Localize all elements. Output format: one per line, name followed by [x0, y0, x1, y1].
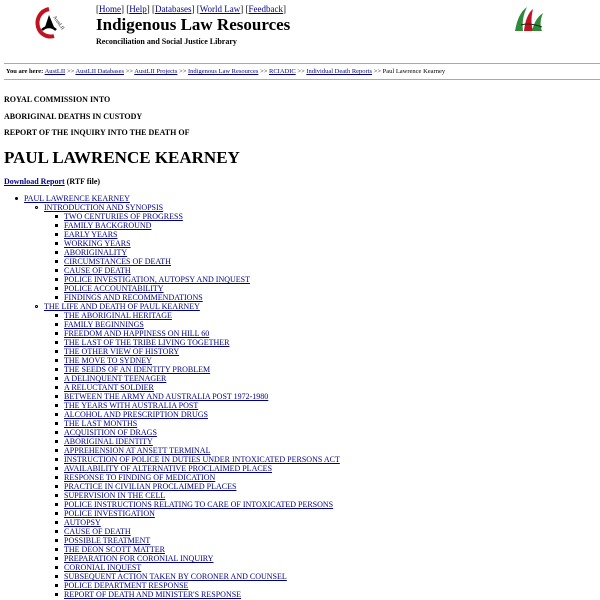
- download-format-label: (RTF file): [66, 177, 101, 186]
- breadcrumb-rciadic-link[interactable]: RCIADIC: [269, 68, 296, 75]
- toc-subsection-item: [44, 410, 340, 419]
- toc-subsection-item: [44, 401, 340, 410]
- toc-subsection-item: [44, 455, 340, 464]
- toc-subsection-link[interactable]: FREEDOM AND HAPPINESS ON HILL 60: [64, 329, 210, 338]
- toc-subsection-link[interactable]: AVAILABILITY OF ALTERNATIVE PROCLAIMED PLACES: [64, 464, 273, 473]
- toc-subsection-item: [44, 464, 340, 473]
- toc-subsection-link[interactable]: THE ABORIGINAL HERITAGE: [64, 311, 172, 320]
- toc-subsection-item: [44, 572, 340, 581]
- breadcrumb-current: Paul Lawrence Kearney: [382, 68, 446, 75]
- nav-help-link[interactable]: Help: [129, 4, 147, 14]
- breadcrumb-prefix: You are here:: [6, 68, 44, 75]
- toc-subsection-item: [44, 356, 340, 365]
- nav-world-law-link[interactable]: World Law: [199, 4, 241, 14]
- download-report-link[interactable]: Download Report: [4, 177, 65, 186]
- toc-section-link[interactable]: INTRODUCTION AND SYNOPSIS: [44, 203, 164, 212]
- toc-subsection-link[interactable]: POLICE INVESTIGATION: [64, 509, 155, 518]
- toc-subsection-link[interactable]: EARLY YEARS: [64, 230, 118, 239]
- toc-subsection-item: [44, 239, 340, 248]
- toc-subsection-link[interactable]: BETWEEN THE ARMY AND AUSTRALIA POST 1972-1980: [64, 392, 269, 401]
- page-title: PAUL LAWRENCE KEARNEY: [4, 148, 240, 167]
- toc-subsection-item: [44, 554, 340, 563]
- breadcrumb-separator: >>: [260, 68, 268, 75]
- toc-subsection-link[interactable]: APPREHENSION AT ANSETT TERMINAL: [64, 446, 211, 455]
- toc-subsection-link[interactable]: PRACTICE IN CIVILIAN PROCLAIMED PLACES: [64, 482, 237, 491]
- toc-root-item: [0, 194, 340, 599]
- toc-subsection-item: [44, 473, 340, 482]
- toc-subsection-link[interactable]: A DELINQUENT TEENAGER: [64, 374, 167, 383]
- austlii-logo-icon[interactable]: [33, 6, 65, 40]
- toc-subsection-link[interactable]: POLICE INSTRUCTIONS RELATING TO CARE OF INTOXICATED PERSONS: [64, 500, 334, 509]
- toc-subsection-link[interactable]: AUTOPSY: [64, 518, 101, 527]
- toc-section-item: [24, 203, 340, 302]
- toc-subsection-item: [44, 545, 340, 554]
- logo-lettering: AustLII: [51, 15, 65, 32]
- indigenous-flag-icon: [512, 5, 546, 35]
- toc-subsection-link[interactable]: CIRCUMSTANCES OF DEATH: [64, 257, 171, 266]
- breadcrumb-death-reports-link[interactable]: Individual Death Reports: [306, 68, 373, 75]
- toc-subsection-link[interactable]: THE DEON SCOTT MATTER: [64, 545, 165, 554]
- site-header: [0, 0, 600, 64]
- toc-subsection-item: [44, 518, 340, 527]
- toc-subsection-link[interactable]: ABORIGINAL IDENTITY: [64, 437, 153, 446]
- toc-subsection-link[interactable]: WORKING YEARS: [64, 239, 131, 248]
- toc-subsection-item: [44, 590, 340, 599]
- nav-databases-link[interactable]: Databases: [155, 4, 192, 14]
- toc-subsection-link[interactable]: THE OTHER VIEW OF HISTORY: [64, 347, 180, 356]
- toc-subsection-link[interactable]: FAMILY BEGINNINGS: [64, 320, 144, 329]
- toc-subsection-link[interactable]: INSTRUCTION OF POLICE IN DUTIES UNDER INTOXICATED PERSONS ACT: [64, 455, 340, 464]
- toc-subsection-link[interactable]: POLICE ACCOUNTABILITY: [64, 284, 164, 293]
- toc-subsection-item: [44, 293, 340, 302]
- toc-subsection-item: [44, 248, 340, 257]
- toc-subsection-link[interactable]: CAUSE OF DEATH: [64, 266, 131, 275]
- toc-subsection-item: [44, 311, 340, 320]
- toc-subsection-item: [44, 563, 340, 572]
- toc-subsection-link[interactable]: FAMILY BACKGROUND: [64, 221, 152, 230]
- toc-subsection-link[interactable]: SUBSEQUENT ACTION TAKEN BY CORONER AND COUNSEL: [64, 572, 287, 581]
- breadcrumb-databases-link[interactable]: AustLII Databases: [75, 68, 124, 75]
- toc-subsection-item: [44, 275, 340, 284]
- toc-subsection-link[interactable]: SUPERVISION IN THE CELL: [64, 491, 166, 500]
- toc-subsection-link[interactable]: THE MOVE TO SYDNEY: [64, 356, 152, 365]
- download-section: [4, 177, 100, 186]
- breadcrumb-separator: >>: [125, 68, 133, 75]
- toc-subsection-link[interactable]: THE LAST OF THE TRIBE LIVING TOGETHER: [64, 338, 230, 347]
- commission-heading-line1: ROYAL COMMISSION INTO: [4, 95, 111, 104]
- toc-subsection-item: [44, 257, 340, 266]
- toc-subsection-link[interactable]: THE YEARS WITH AUSTRALIA POST: [64, 401, 199, 410]
- toc-subsection-link[interactable]: CAUSE OF DEATH: [64, 527, 131, 536]
- toc-subsection-item: [44, 347, 340, 356]
- toc-subsection-link[interactable]: RESPONSE TO FINDING OF MEDICATION: [64, 473, 216, 482]
- toc-subsection-item: [44, 482, 340, 491]
- toc-subsection-item: [44, 338, 340, 347]
- toc-subsection-link[interactable]: FINDINGS AND RECOMMENDATIONS: [64, 293, 203, 302]
- toc-subsection-item: [44, 320, 340, 329]
- toc-subsection-list: [44, 311, 340, 599]
- toc-subsection-list: [44, 212, 340, 302]
- toc-subsection-item: [44, 500, 340, 509]
- toc-subsection-link[interactable]: ALCOHOL AND PRESCRIPTION DRUGS: [64, 410, 208, 419]
- toc-section-link[interactable]: THE LIFE AND DEATH OF PAUL KEARNEY: [44, 302, 200, 311]
- nav-feedback-link[interactable]: Feedback: [248, 4, 283, 14]
- header-divider: [4, 63, 600, 64]
- toc-subsection-item: [44, 428, 340, 437]
- breadcrumb-austlii-link[interactable]: AustLII: [44, 68, 66, 75]
- toc-subsection-item: [44, 365, 340, 374]
- toc-subsection-link[interactable]: THE SEEDS OF AN IDENTITY PROBLEM: [64, 365, 211, 374]
- top-navigation: [Home] [Help] [Databases] [World Law] [Feedback]: [96, 4, 286, 14]
- toc-subsection-item: [44, 284, 340, 293]
- toc-subsection-item: [44, 437, 340, 446]
- toc-subsection-item: [44, 581, 340, 590]
- breadcrumb-projects-link[interactable]: AustLII Projects: [134, 68, 178, 75]
- toc-subsection-item: [44, 329, 340, 338]
- nav-home-link[interactable]: Home: [99, 4, 121, 14]
- breadcrumb-separator: >>: [373, 68, 382, 75]
- toc-subsection-item: [44, 266, 340, 275]
- toc-subsection-item: [44, 509, 340, 518]
- toc-subsection-link[interactable]: A RELUCTANT SOLDIER: [64, 383, 154, 392]
- toc-subsection-item: [44, 491, 340, 500]
- toc-subsection-link[interactable]: TWO CENTURIES OF PROGRESS: [64, 212, 183, 221]
- toc-subsection-link[interactable]: POLICE DEPARTMENT RESPONSE: [64, 581, 189, 590]
- toc-subsection-item: [44, 374, 340, 383]
- toc-subsection-link[interactable]: CORONIAL INQUEST: [64, 563, 142, 572]
- toc-subsection-item: [44, 527, 340, 536]
- commission-heading-line3: REPORT OF THE INQUIRY INTO THE DEATH OF: [4, 128, 190, 137]
- toc-root-list: [0, 194, 340, 599]
- breadcrumb-separator: >>: [66, 68, 75, 75]
- toc-subsection-item: [44, 221, 340, 230]
- commission-heading-line2: ABORIGINAL DEATHS IN CUSTODY: [4, 112, 143, 121]
- toc-subsection-link[interactable]: POLICE INVESTIGATION, AUTOPSY AND INQUEST: [64, 275, 250, 284]
- toc-root-link[interactable]: PAUL LAWRENCE KEARNEY: [24, 194, 130, 203]
- toc-subsection-link[interactable]: ACQUISITION OF DRAGS: [64, 428, 157, 437]
- breadcrumb-separator: >>: [297, 68, 305, 75]
- breadcrumb-separator: >>: [179, 68, 187, 75]
- toc-section-item: [24, 302, 340, 599]
- toc-sections-list: [24, 203, 340, 599]
- toc-subsection-item: [44, 536, 340, 545]
- toc-subsection-item: [44, 446, 340, 455]
- toc-subsection-link[interactable]: REPORT OF DEATH AND MINISTER'S RESPONSE: [64, 590, 242, 599]
- breadcrumb-divider: [4, 79, 600, 80]
- site-title: Indigenous Law Resources: [96, 15, 291, 34]
- breadcrumb: [6, 68, 445, 75]
- toc-subsection-item: [44, 419, 340, 428]
- table-of-contents: [0, 194, 340, 599]
- toc-subsection-item: [44, 212, 340, 221]
- toc-subsection-link[interactable]: PREPARATION FOR CORONIAL INQUIRY: [64, 554, 214, 563]
- breadcrumb-indigenous-law-link[interactable]: Indigenous Law Resources: [188, 68, 259, 75]
- toc-subsection-link[interactable]: ABORIGINALITY: [64, 248, 128, 257]
- toc-subsection-item: [44, 383, 340, 392]
- toc-subsection-link[interactable]: POSSIBLE TREATMENT: [64, 536, 151, 545]
- site-subtitle: Reconciliation and Social Justice Library: [96, 37, 237, 46]
- toc-subsection-item: [44, 392, 340, 401]
- toc-subsection-item: [44, 230, 340, 239]
- toc-subsection-link[interactable]: THE LAST MONTHS: [64, 419, 138, 428]
